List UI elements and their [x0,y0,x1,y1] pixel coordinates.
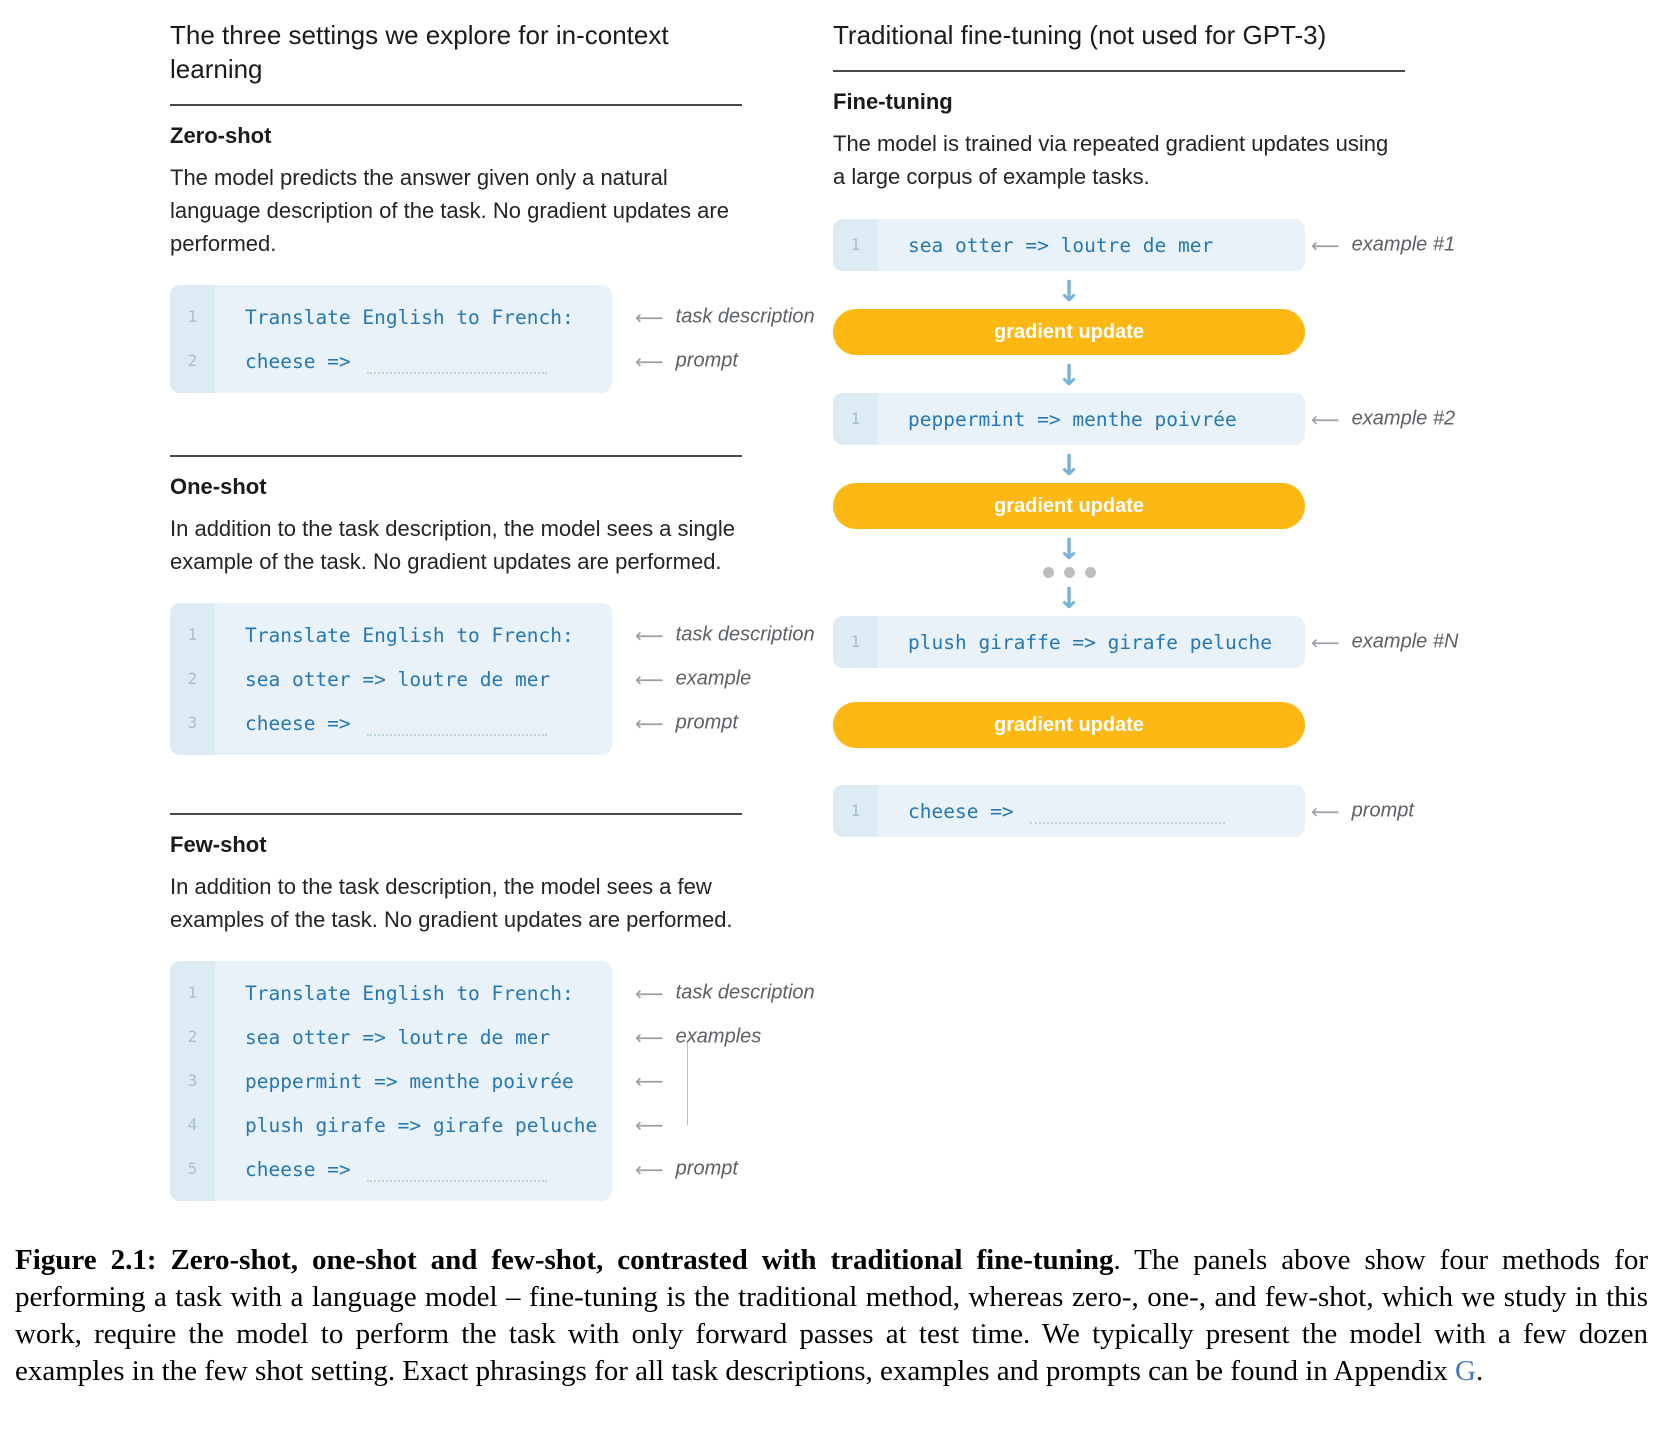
code-line [245,657,612,701]
fine-tuning-description: The model is trained via repeated gradient updates using a large corpus of example tasks. [833,131,1389,189]
caption-bold: Figure 2.1: Zero-shot, one-shot and few-shot, contrasted with traditional fine-tuning [15,1244,1114,1276]
code-text: cheese => [245,711,351,735]
left-arrow-icon: ⟵ [635,981,664,1005]
line-number: 3 [187,713,198,732]
annotation-examples-arrow [635,1115,664,1135]
annotation-prompt [635,712,738,735]
divider [170,813,742,815]
annotation-label: task description [675,623,815,646]
few-shot-title: Few-shot [170,832,267,857]
divider [833,70,1405,72]
code-line [245,1147,612,1191]
code-text: cheese => [908,799,1014,823]
annotation-example-2 [1311,408,1455,431]
fine-tuning-title: Fine-tuning [833,89,953,114]
zero-shot-code-panel [170,285,815,393]
annotation-label: examples [675,1025,762,1048]
annotation-label: task description [675,305,815,328]
code-line [908,789,1305,833]
annotation-label: example #2 [1351,407,1456,430]
annotation-prompt [635,1158,738,1181]
code-text: peppermint => menthe poivrée [908,407,1237,431]
annotation-example [635,668,751,691]
example-n-panel [833,616,1459,668]
one-shot-title: One-shot [170,474,267,499]
code-text: sea otter => loutre de mer [908,233,1214,257]
gradient-update-pill [833,309,1305,355]
few-shot-description: In addition to the task description, the model sees a few examples of the task. No gradient updates are performed. [170,874,733,932]
code-line [908,397,1305,441]
code-line [908,223,1305,267]
completion-blank [367,1180,547,1182]
completion-blank [367,372,547,374]
left-arrow-icon: ⟵ [1311,407,1340,431]
line-number-gutter [833,219,878,271]
annotation-examples [635,1026,761,1049]
one-shot-description: In addition to the task description, the model sees a single example of the task. No gradient updates are performed. [170,516,736,574]
annotation-label: task description [675,981,815,1004]
gradient-update-label: gradient update [993,713,1144,736]
annotation-examples-arrow [635,1071,664,1091]
left-arrow-icon: ⟵ [635,667,664,691]
in-context-learning-column [170,18,815,1201]
left-arrow-icon: ⟵ [635,305,664,329]
down-arrow-icon: ↓ [1056,532,1082,566]
annotation-label: example #N [1351,630,1459,653]
left-column-header: The three settings we explore for in-context learning [170,20,669,84]
code-line [245,1059,612,1103]
code-text: Translate English to French: [245,623,574,647]
code-line [245,339,612,383]
left-arrow-icon: ⟵ [635,711,664,735]
dot-icon [1085,567,1096,578]
code-line [245,1103,612,1147]
annotation-label: example #1 [1351,233,1456,256]
annotation-label: prompt [675,1157,738,1180]
dot-icon [1043,567,1054,578]
left-arrow-icon: ⟵ [635,1113,664,1137]
line-number-gutter [833,785,878,837]
gradient-update-pill [833,483,1305,529]
line-number: 1 [850,409,861,428]
code-line [245,1015,612,1059]
example-1-panel [833,219,1456,271]
fine-tuning-column [833,18,1459,837]
appendix-g-link[interactable]: G [1455,1355,1476,1387]
code-line [245,701,612,745]
line-number: 1 [850,632,861,651]
figure-caption [15,1242,1648,1390]
gradient-update-label: gradient update [993,320,1144,343]
left-arrow-icon: ⟵ [1311,799,1340,823]
left-arrow-icon: ⟵ [1311,630,1340,654]
code-text: sea otter => loutre de mer [245,1025,551,1049]
code-line [245,295,612,339]
left-arrow-icon: ⟵ [1311,233,1340,257]
one-shot-code-panel [170,603,815,755]
line-number: 1 [187,625,198,644]
completion-blank [1030,822,1225,824]
down-arrow-icon: ↓ [1056,448,1082,482]
gradient-update-label: gradient update [993,494,1144,517]
code-text: Translate English to French: [245,305,574,329]
caption-period: . [1475,1355,1484,1387]
line-number: 3 [187,1071,198,1090]
gradient-update-pill [833,702,1305,748]
left-arrow-icon: ⟵ [635,1157,664,1181]
annotation-label: prompt [675,349,738,372]
line-number-gutter [170,961,215,1201]
annotation-example-n [1311,631,1458,654]
prompt-panel [833,785,1414,837]
divider [170,455,742,457]
dot-icon [1064,567,1075,578]
annotation-prompt [635,350,738,373]
line-number-gutter [170,285,215,393]
line-number: 4 [187,1115,198,1134]
completion-blank [367,734,547,736]
examples-bracket [687,1043,688,1125]
annotation-example-1 [1311,234,1455,257]
code-text: cheese => [245,1157,351,1181]
line-number: 5 [187,1159,198,1178]
ellipsis-dots [833,567,1305,578]
line-number: 1 [850,801,861,820]
down-arrow-icon: ↓ [1056,274,1082,308]
right-column-header: Traditional fine-tuning (not used for GPT-3) [833,20,1327,50]
line-number-gutter [170,603,215,755]
annotation-task-description [635,624,815,647]
annotation-task-description [635,306,815,329]
line-number: 2 [187,669,198,688]
divider [170,104,742,106]
left-arrow-icon: ⟵ [635,349,664,373]
down-arrow-icon: ↓ [1056,581,1082,615]
code-text: sea otter => loutre de mer [245,667,551,691]
line-number: 1 [187,307,198,326]
code-text: peppermint => menthe poivrée [245,1069,574,1093]
code-text: plush girafe => girafe peluche [245,1113,598,1137]
code-text: Translate English to French: [245,981,574,1005]
line-number: 2 [187,1027,198,1046]
line-number-gutter [833,616,878,668]
example-2-panel [833,393,1456,445]
annotation-prompt [1311,800,1414,823]
caption-text: . The panels above show four methods for performing a task with a language model – fine-tuning is the traditional method, whereas zero-, one-, and few-shot, which we study in this work, require the model to perform the task with only forward passes at test time. We typically present the model with a few dozen examples in the few shot setting. Exact phrasings for all task descriptions, examples and prompts can be found in Appendix [15,1244,1648,1387]
zero-shot-description: The model predicts the answer given only a natural language description of the task. No gradient updates are performed. [170,165,729,256]
down-arrow-icon: ↓ [1056,358,1082,392]
code-text: plush giraffe => girafe peluche [908,630,1272,654]
annotation-label: prompt [675,711,738,734]
line-number: 1 [187,983,198,1002]
annotation-label: example [675,667,752,690]
few-shot-code-panel [170,961,815,1201]
annotation-task-description [635,982,815,1005]
left-arrow-icon: ⟵ [635,623,664,647]
code-line [908,620,1305,664]
code-line [245,613,612,657]
zero-shot-title: Zero-shot [170,123,272,148]
line-number: 1 [850,235,861,254]
code-line [245,971,612,1015]
line-number: 2 [187,351,198,370]
line-number-gutter [833,393,878,445]
left-arrow-icon: ⟵ [635,1025,664,1049]
code-text: cheese => [245,349,351,373]
annotation-label: prompt [1351,799,1414,822]
left-arrow-icon: ⟵ [635,1069,664,1093]
